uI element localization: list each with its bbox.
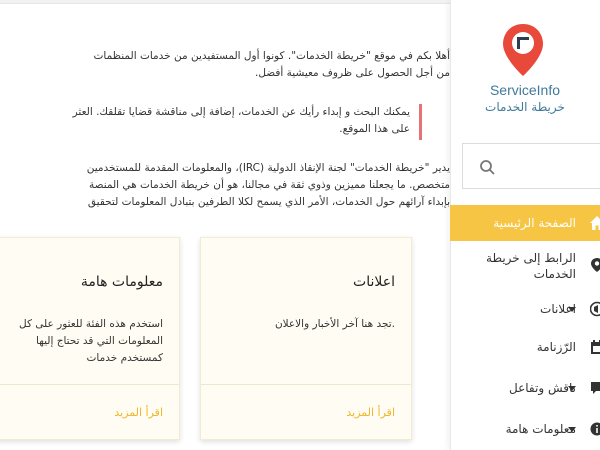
sidebar: [450, 0, 600, 450]
card-body-line: .تجد هنا آخر الأخبار والاعلان: [274, 318, 395, 330]
card-body: [215, 316, 395, 333]
chat-icon: [590, 380, 600, 396]
card-body-line: استخدم هذه الفئة للعثور على كل: [19, 318, 163, 330]
logo[interactable]: [465, 22, 585, 122]
sidebar-item-label: اعلانات: [540, 302, 576, 316]
highlight-quote: [73, 104, 422, 140]
quote-text: [73, 104, 410, 138]
sidebar-item-discuss[interactable]: [450, 367, 600, 409]
card-divider: [0, 384, 179, 385]
info-icon: [590, 421, 600, 437]
sidebar-item-label: الرّزنامة: [536, 340, 576, 354]
card-body-line: المعلومات التي قد تحتاج إليها: [36, 335, 163, 347]
card-announcements: [200, 237, 412, 440]
search-input[interactable]: [463, 144, 563, 188]
home-icon: [590, 215, 600, 231]
about-text: [87, 160, 450, 211]
search-icon[interactable]: [479, 159, 495, 175]
card-body-line: كمستخدم خدمات: [86, 352, 163, 364]
sidebar-item-label: معلومات هامة: [505, 422, 576, 436]
card-title: معلومات هامة: [80, 274, 163, 290]
logo-name-en: ServiceInfo: [489, 82, 561, 98]
quote-line: على هذا الموقع.: [339, 123, 410, 135]
read-more-link[interactable]: اقرأ المزيد: [114, 406, 163, 419]
map-pin-icon: [590, 257, 600, 273]
sidebar-item-important-info[interactable]: [450, 409, 600, 449]
sidebar-item-label: الصفحة الرئيسية: [493, 216, 576, 230]
about-line: متخصص. ما يجعلنا مميزين وذوي ثقة في مجالنا، هو أن خريطة الخدمات هي المنصة: [88, 179, 450, 191]
search-box: [462, 143, 600, 189]
quote-line: يمكنك البحث و إبداء رأيك عن الخدمات، إضافة إلى مناقشة قضايا تقلقك. العثر: [72, 106, 410, 118]
about-line: يدير "خريطة الخدمات" لجنة الإنقاذ الدولية (IRC)، والمعلومات المقدمة للمستخدمين: [86, 162, 450, 174]
intro-line: أهلا بكم في موقع "خريطة الخدمات". كونوا أول المستفيدين من خدمات المنظمات: [93, 50, 450, 62]
intro-text: [93, 48, 450, 82]
map-pin-logo-icon: [501, 22, 545, 78]
card-body: [0, 316, 163, 367]
sidebar-item-home[interactable]: [450, 205, 600, 241]
calendar-icon: [590, 339, 600, 355]
sidebar-item-label: ناقش وتفاعل: [509, 381, 576, 395]
chevron-down-icon: [568, 386, 576, 391]
card-title: اعلانات: [353, 274, 395, 290]
card-important-info: [0, 237, 180, 440]
chevron-down-icon: [568, 427, 576, 432]
sidebar-item-services-map[interactable]: [450, 241, 600, 291]
about-line: بإبداء آرائهم حول الخدمات، الأمر الذي يسمح لكلا الطرفين بتبادل المعلومات لتحقيق: [87, 196, 450, 208]
sidebar-item-announcements[interactable]: [450, 291, 600, 327]
announcement-icon: [590, 301, 600, 317]
top-bar: [0, 0, 450, 4]
sidebar-item-calendar[interactable]: [450, 327, 600, 367]
sidebar-item-label: الرابط إلى خريطة الخدمات: [486, 251, 576, 281]
logo-name-ar: خريطة الخدمات: [485, 100, 565, 114]
intro-line: من أجل الحصول على ظروف معيشية أفضل.: [254, 67, 450, 79]
card-divider: [201, 384, 411, 385]
read-more-link[interactable]: اقرأ المزيد: [346, 406, 395, 419]
chevron-down-icon: [568, 307, 576, 312]
